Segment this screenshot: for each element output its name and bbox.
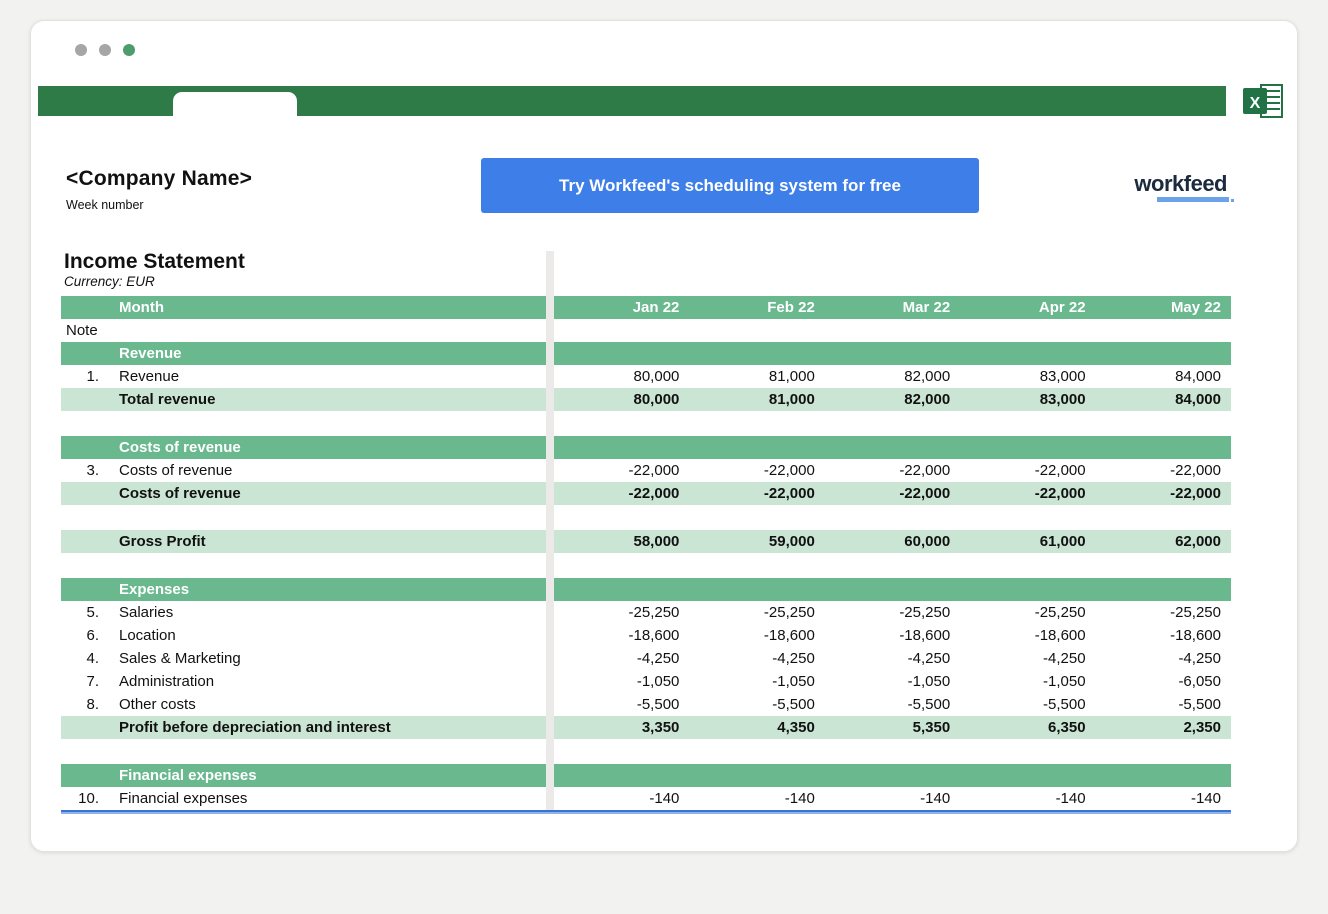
row-label: Costs of revenue <box>61 436 546 459</box>
column-divider-cell <box>546 436 554 459</box>
value-cell: 4,350 <box>689 716 824 739</box>
table-row-item-salaries <box>61 601 1231 624</box>
value-cell: 81,000 <box>768 368 815 386</box>
value-cell: -1,050 <box>907 673 951 691</box>
row-label: Financial expenses <box>61 764 546 787</box>
value-cell <box>554 342 689 365</box>
row-label: Note <box>66 322 98 340</box>
row-number: 5. <box>86 604 99 622</box>
value-cell <box>825 319 960 342</box>
green-toolbar <box>38 86 1226 116</box>
value-cell: -22,000 <box>554 482 689 505</box>
excel-icon <box>1240 82 1286 120</box>
value-cell <box>960 764 1095 787</box>
row-number: 10. <box>78 790 99 808</box>
value-cell: Mar 22 <box>825 296 960 319</box>
value-cell: -22,000 <box>899 462 951 480</box>
value-cell: Feb 22 <box>689 296 824 319</box>
column-divider-cell <box>546 482 554 505</box>
table-row-total-gross-profit <box>61 530 1231 553</box>
table-row-total-costs-of-revenue <box>61 482 1231 505</box>
value-cell: -22,000 <box>825 482 960 505</box>
value-cell <box>825 764 960 787</box>
sheet-title-block <box>61 251 1231 289</box>
value-cell: -5,500 <box>1043 696 1086 714</box>
column-divider-cell <box>546 624 554 647</box>
value-cell <box>1096 319 1231 342</box>
value-cell: -25,250 <box>1170 604 1221 622</box>
income-statement-sheet <box>61 251 1231 814</box>
value-cell <box>1096 578 1231 601</box>
row-label: Expenses <box>61 578 546 601</box>
column-divider-cell <box>546 764 554 787</box>
value-cell: -5,500 <box>772 696 815 714</box>
value-cell: 80,000 <box>554 388 689 411</box>
value-cell: 61,000 <box>960 530 1095 553</box>
column-divider-cell <box>546 296 554 319</box>
value-cell <box>689 436 824 459</box>
value-cell <box>960 319 1095 342</box>
value-cell: -1,050 <box>772 673 815 691</box>
value-cell: 2,350 <box>1096 716 1231 739</box>
browser-toolbar <box>31 84 1297 118</box>
value-cell: -22,000 <box>1096 482 1231 505</box>
column-divider-cell <box>546 647 554 670</box>
row-number: 8. <box>86 696 99 714</box>
svg-text:X: X <box>1249 95 1261 112</box>
table-row-total-profit-before-depreciation-and-interest <box>61 716 1231 739</box>
table-row-item-other-costs <box>61 693 1231 716</box>
window-titlebar <box>31 21 1297 59</box>
value-cell: -140 <box>920 790 951 808</box>
sheet-title: Income Statement <box>64 250 245 273</box>
row-number: 3. <box>86 462 99 480</box>
table-row-note-note <box>61 319 1231 342</box>
value-cell <box>689 578 824 601</box>
value-cell: -140 <box>649 790 680 808</box>
value-cell: -1,050 <box>1043 673 1086 691</box>
value-cell: 84,000 <box>1096 388 1231 411</box>
value-cell <box>825 578 960 601</box>
row-label: Costs of revenue <box>119 462 233 480</box>
value-cell: May 22 <box>1096 296 1231 319</box>
workfeed-logo-text: workfeed <box>1134 171 1227 196</box>
value-cell <box>1096 764 1231 787</box>
table-row-section-header-revenue <box>61 342 1231 365</box>
table-row-gap <box>61 739 1231 764</box>
value-cell: 59,000 <box>689 530 824 553</box>
row-label: Sales & Marketing <box>119 650 241 668</box>
table-row-section-header-financial-expenses <box>61 764 1231 787</box>
value-cell: Jan 22 <box>554 296 689 319</box>
row-label: Financial expenses <box>119 790 248 808</box>
column-divider-cell <box>546 459 554 482</box>
window-dot-1[interactable] <box>75 44 87 56</box>
value-cell <box>554 436 689 459</box>
table-row-gap <box>61 553 1231 578</box>
value-cell: -5,500 <box>1178 696 1221 714</box>
row-label: Costs of revenue <box>61 482 546 505</box>
value-cell: 3,350 <box>554 716 689 739</box>
value-cell: -18,600 <box>628 627 680 645</box>
income-statement-table <box>61 296 1231 810</box>
row-label: Revenue <box>119 368 180 386</box>
row-number: 7. <box>86 673 99 691</box>
value-cell: -18,600 <box>899 627 951 645</box>
value-cell: 62,000 <box>1096 530 1231 553</box>
value-cell: Apr 22 <box>960 296 1095 319</box>
selection-bottom-rule <box>61 810 1231 814</box>
value-cell <box>689 342 824 365</box>
row-label: Total revenue <box>61 388 546 411</box>
try-workfeed-button[interactable]: Try Workfeed's scheduling system for free <box>481 158 979 213</box>
table-row-item-revenue <box>61 365 1231 388</box>
value-cell: 58,000 <box>554 530 689 553</box>
value-cell: -4,250 <box>636 650 680 668</box>
sheet-tab[interactable] <box>173 92 297 118</box>
value-cell <box>554 319 689 342</box>
value-cell: -140 <box>784 790 815 808</box>
value-cell: -25,250 <box>899 604 951 622</box>
week-number-label: Week number <box>66 198 144 212</box>
window-dot-2[interactable] <box>99 44 111 56</box>
value-cell: -25,250 <box>1034 604 1086 622</box>
value-cell <box>825 342 960 365</box>
value-cell: 84,000 <box>1175 368 1221 386</box>
row-label: Salaries <box>119 604 174 622</box>
row-label: Gross Profit <box>61 530 546 553</box>
row-label: Revenue <box>61 342 546 365</box>
value-cell: -4,250 <box>1178 650 1221 668</box>
value-cell: -22,000 <box>689 482 824 505</box>
row-label: Location <box>119 627 176 645</box>
value-cell: 82,000 <box>904 368 951 386</box>
table-row-section-header-costs-of-revenue <box>61 436 1231 459</box>
column-divider-cell <box>546 693 554 716</box>
value-cell <box>960 578 1095 601</box>
row-label: Profit before depreciation and interest <box>61 716 546 739</box>
table-row-item-financial-expenses <box>61 787 1231 810</box>
table-row-total-total-revenue <box>61 388 1231 411</box>
column-divider-cell <box>546 365 554 388</box>
value-cell: -5,500 <box>636 696 680 714</box>
value-cell: 83,000 <box>960 388 1095 411</box>
document-header <box>61 158 1231 213</box>
value-cell: -140 <box>1190 790 1221 808</box>
column-divider-cell <box>546 530 554 553</box>
value-cell: -5,500 <box>907 696 951 714</box>
value-cell <box>554 578 689 601</box>
logo-underline <box>1157 197 1229 202</box>
row-label: Other costs <box>119 696 196 714</box>
column-divider-cell <box>546 670 554 693</box>
value-cell: -140 <box>1055 790 1086 808</box>
value-cell: 6,350 <box>960 716 1095 739</box>
value-cell: -22,000 <box>1034 462 1086 480</box>
currency-note: Currency: EUR <box>64 274 155 290</box>
value-cell: 80,000 <box>633 368 680 386</box>
table-row-item-costs-of-revenue <box>61 459 1231 482</box>
column-divider-cell <box>546 601 554 624</box>
value-cell: -4,250 <box>772 650 815 668</box>
row-number: 1. <box>86 368 99 386</box>
window-dot-3[interactable] <box>123 44 135 56</box>
value-cell: -22,000 <box>960 482 1095 505</box>
logo-dot <box>1231 199 1234 202</box>
company-name: <Company Name> <box>66 167 253 190</box>
value-cell: -6,050 <box>1178 673 1221 691</box>
value-cell <box>554 764 689 787</box>
row-number: 6. <box>86 627 99 645</box>
column-divider-cell <box>546 787 554 810</box>
browser-window <box>30 20 1298 852</box>
value-cell: -25,250 <box>763 604 815 622</box>
column-divider-cell <box>546 388 554 411</box>
table-row-gap <box>61 411 1231 436</box>
table-row-item-sales-marketing <box>61 647 1231 670</box>
table-row-section-header-expenses <box>61 578 1231 601</box>
value-cell: 60,000 <box>825 530 960 553</box>
value-cell: -22,000 <box>628 462 680 480</box>
value-cell: -22,000 <box>1170 462 1221 480</box>
row-label: Month <box>61 296 546 319</box>
value-cell: 5,350 <box>825 716 960 739</box>
value-cell: -4,250 <box>907 650 951 668</box>
value-cell <box>689 319 824 342</box>
table-row-gap <box>61 505 1231 530</box>
value-cell: -18,600 <box>1170 627 1221 645</box>
workfeed-logo[interactable] <box>1134 171 1231 197</box>
value-cell: -1,050 <box>636 673 680 691</box>
value-cell: -22,000 <box>763 462 815 480</box>
value-cell <box>689 764 824 787</box>
company-block <box>61 167 481 212</box>
value-cell: 81,000 <box>689 388 824 411</box>
row-label: Administration <box>119 673 215 691</box>
value-cell: -4,250 <box>1043 650 1086 668</box>
column-divider-cell <box>546 578 554 601</box>
table-row-item-administration <box>61 670 1231 693</box>
column-divider-cell <box>546 319 554 342</box>
value-cell: 82,000 <box>825 388 960 411</box>
row-number: 4. <box>86 650 99 668</box>
value-cell <box>1096 436 1231 459</box>
column-divider-cell <box>546 342 554 365</box>
value-cell: 83,000 <box>1039 368 1086 386</box>
column-divider-cell <box>546 716 554 739</box>
value-cell <box>960 342 1095 365</box>
table-row-month-header-month <box>61 296 1231 319</box>
value-cell: -18,600 <box>1034 627 1086 645</box>
value-cell <box>960 436 1095 459</box>
value-cell: -18,600 <box>763 627 815 645</box>
value-cell <box>825 436 960 459</box>
value-cell <box>1096 342 1231 365</box>
value-cell: -25,250 <box>628 604 680 622</box>
table-row-item-location <box>61 624 1231 647</box>
